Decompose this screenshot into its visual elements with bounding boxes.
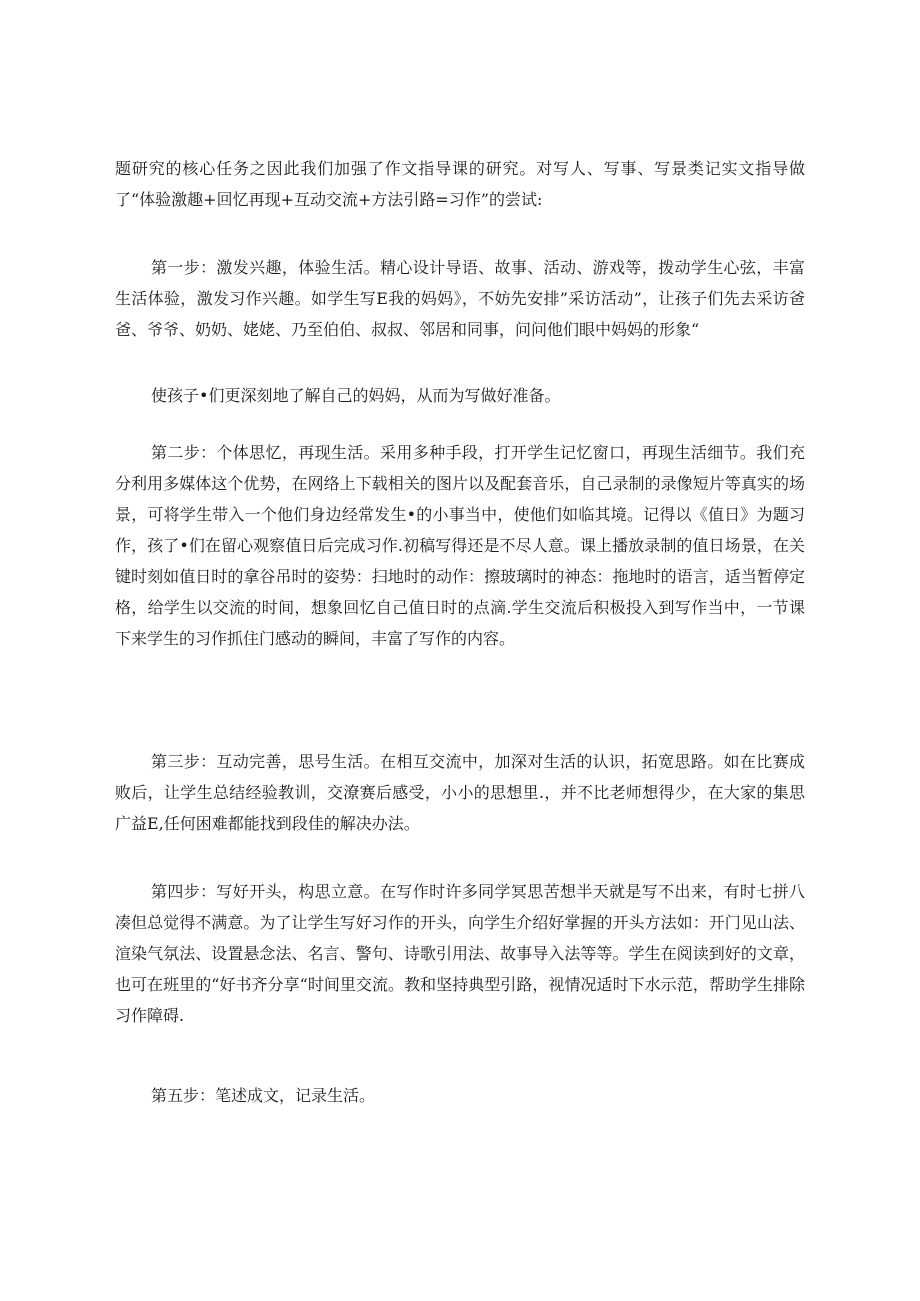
intro-paragraph: 题研究的核心任务之因此我们加强了作文指导课的研究。对写人、写事、写景类记实文指导做了“体验激趣+回忆再现+互动交流+方法引路=习作”的尝试: [115, 159, 805, 209]
step-two-paragraph: 第二步：个体思忆，再现生活。采用多种手段，打开学生记忆窗口，再现生活细节。我们充分利用多媒体这个优势，在网络上下载相关的图片以及配套音乐，自己录制的录像短片等真实的场景，可将学生带入一个他们身边经常发生•的小事当中，使他们如临其境。记得以《值日》为题习作，孩了•们在留心观察值日后完成习作.初稿写得还是不尽人意。课上播放录制的值日场景，在关键时刻如值日时的拿谷吊时的姿势：扫地时的动作：擦玻璃时的神态：拖地时的语言，适当暂停定格，给学生以交流的时间，想象回忆自己值日时的点滴.学生交流后积极投入到写作当中，一节课下来学生的习作抓住门感动的瞬间，丰富了写作的内容。 [115, 443, 805, 648]
step-one-continuation-paragraph: 使孩子•们更深刻地了解自己的妈妈，从而为写做好准备。 [151, 386, 561, 405]
step-three-paragraph: 第三步：互动完善，思号生活。在相互交流中，加深对生活的认识，拓宽思路。如在比赛成败后，让学生总结经验教训，交潦赛后感受，小小的思想里.，并不比老师想得少，在大家的集思广益E,任何困难都能找到段佳的解决办法。 [115, 752, 805, 833]
step-four-paragraph: 第四步：写好开头，构思立意。在写作时许多同学冥思苦想半天就是写不出来，有时七拼八凑但总觉得不满意。为了让学生写好习作的开头，向学生介绍好掌握的开头方法如：开门见山法、渲染气氛法、设置悬念法、名言、警句、诗歌引用法、故事导入法等等。学生在阅读到好的文章，也可在班里的“好书齐分享“时间里交流。教和坚持典型引路，视情况适时下水示范，帮助学生排除习作障碍. [115, 882, 805, 1025]
step-five-paragraph: 第五步：笔述成文，记录生活。 [151, 1086, 376, 1105]
step-one-paragraph: 第一步：激发兴趣，体验生活。精心设计导语、故事、活动、游戏等，拨动学生心弦，丰富生活体验，激发习作兴趣。如学生写E我的妈妈》，不妨先安排”采访活动”，让孩子们先去采访爸爸、爷爷、奶奶、姥姥、乃至伯伯、叔叔、邻居和同事，问问他们眼中妈妈的形象“ [115, 258, 805, 339]
